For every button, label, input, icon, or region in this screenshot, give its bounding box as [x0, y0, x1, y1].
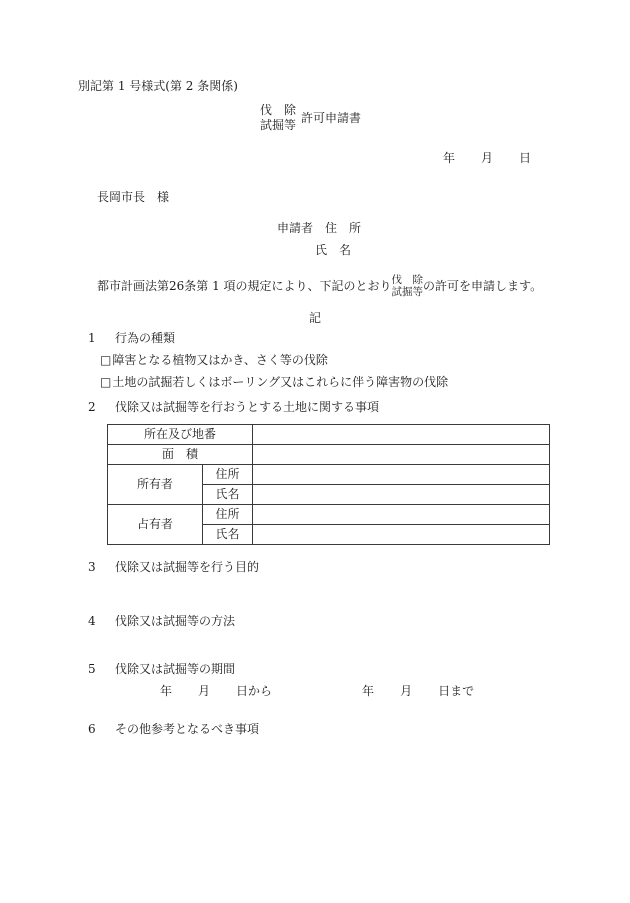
section-4-number: 4	[88, 614, 96, 628]
section-4-heading	[88, 614, 235, 629]
period-to-month-label: 月	[400, 684, 413, 698]
date-line	[443, 151, 531, 166]
intro-sentence	[97, 274, 542, 298]
owner-address-value-cell	[253, 465, 550, 485]
owner-label: 所有者	[108, 465, 203, 505]
section-2-heading	[88, 400, 379, 415]
period-line	[160, 684, 474, 699]
date-year-label: 年	[443, 151, 456, 165]
owner-address-label: 住所	[203, 465, 253, 485]
section-1-heading	[88, 331, 175, 346]
section-3-number: 3	[88, 560, 96, 574]
applicant-address-label: 申請者 住 所	[277, 221, 362, 235]
section-2-number: 2	[88, 400, 96, 414]
section-3-heading	[88, 560, 259, 575]
owner-name-label: 氏名	[203, 485, 253, 505]
owner-name-value-cell	[253, 485, 550, 505]
checkbox-item-vegetation-label: 障害となる植物又はかき、さく等の伐除	[112, 353, 328, 367]
title-stack-bottom: 試掘等	[260, 118, 297, 132]
checkbox-unchecked-icon: □	[100, 353, 112, 367]
occupier-address-value-cell	[253, 505, 550, 525]
period-to-day-label: 日まで	[438, 684, 475, 698]
section-6-title: その他参考となるべき事項	[115, 722, 260, 736]
intro-stack-top: 伐 除	[391, 274, 424, 286]
land-info-table	[107, 424, 550, 545]
intro-before: 都市計画法第26条第 1 項の規定により、下記のとおり	[97, 278, 392, 293]
record-mark: 記	[308, 311, 321, 325]
occupier-name-value-cell	[253, 525, 550, 545]
section-5-heading	[88, 662, 235, 677]
section-2-title: 伐除又は試掘等を行おうとする土地に関する事項	[115, 400, 380, 414]
intro-after: の許可を申請します。	[423, 278, 543, 293]
section-5-title: 伐除又は試掘等の期間	[115, 662, 236, 676]
table-row-owner-address	[108, 465, 550, 485]
title-suffix: 許可申請書	[301, 110, 362, 125]
title-stacked-words	[260, 103, 296, 133]
location-label: 所在及び地番	[108, 425, 253, 445]
section-6-heading	[88, 722, 259, 737]
occupier-address-label: 住所	[203, 505, 253, 525]
area-label: 面 積	[108, 445, 253, 465]
section-5-number: 5	[88, 662, 96, 676]
checkbox-item-vegetation	[100, 353, 328, 368]
period-from-month-label: 月	[198, 684, 211, 698]
area-value-cell	[253, 445, 550, 465]
intro-stacked-words	[392, 274, 424, 298]
section-6-number: 6	[88, 722, 96, 736]
form-code: 別記第 1 号様式(第 2 条関係)	[78, 79, 238, 93]
table-row-occupier-address	[108, 505, 550, 525]
document-title	[260, 103, 361, 133]
section-1-title: 行為の種類	[115, 331, 176, 345]
date-month-label: 月	[481, 151, 494, 165]
section-1-number: 1	[88, 331, 96, 345]
date-day-label: 日	[519, 151, 532, 165]
intro-stack-bottom: 試掘等	[391, 286, 424, 298]
title-stack-top: 伐 除	[260, 103, 297, 117]
table-row-location	[108, 425, 550, 445]
table-row-area	[108, 445, 550, 465]
period-to-year-label: 年	[362, 684, 375, 698]
checkbox-item-boring	[100, 375, 448, 390]
period-from-day-label: 日から	[236, 684, 273, 698]
occupier-label: 占有者	[108, 505, 203, 545]
applicant-name-label: 氏 名	[315, 243, 352, 257]
checkbox-item-boring-label: 土地の試掘若しくはボーリング又はこれらに伴う障害物の伐除	[112, 375, 449, 389]
section-3-title: 伐除又は試掘等を行う目的	[115, 560, 260, 574]
period-from-year-label: 年	[160, 684, 173, 698]
addressee: 長岡市長 様	[97, 190, 170, 204]
location-value-cell	[253, 425, 550, 445]
occupier-name-label: 氏名	[203, 525, 253, 545]
section-4-title: 伐除又は試掘等の方法	[115, 614, 236, 628]
checkbox-unchecked-icon: □	[100, 375, 112, 389]
